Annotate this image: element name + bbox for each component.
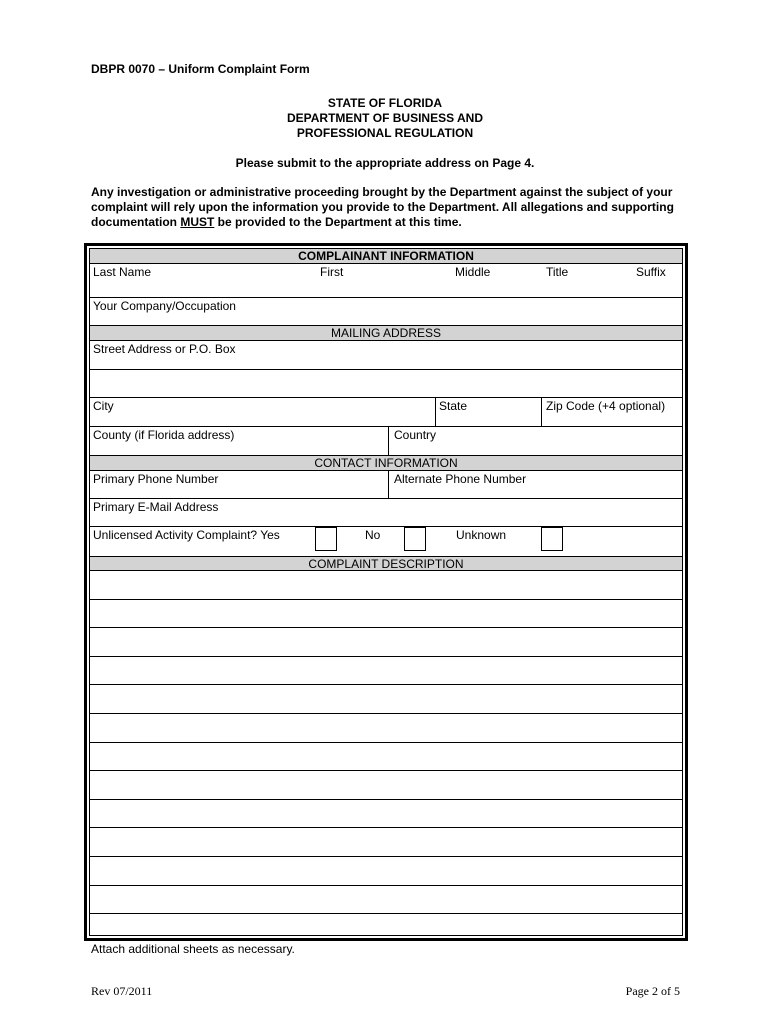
complainant-section-header: COMPLAINANT INFORMATION	[90, 249, 682, 264]
no-label: No	[365, 528, 381, 542]
agency-heading	[0, 96, 770, 141]
street-field-line-2[interactable]	[90, 370, 682, 398]
mailing-section-header: MAILING ADDRESS	[90, 326, 682, 341]
street-field[interactable]	[90, 341, 682, 370]
zip-label: Zip Code (+4 optional)	[546, 399, 666, 413]
unknown-checkbox[interactable]	[541, 527, 563, 551]
description-line[interactable]	[90, 886, 682, 915]
description-line[interactable]	[90, 714, 682, 743]
state-name: STATE OF FLORIDA	[327, 96, 443, 110]
intro-text-before: Any investigation or administrative proceeding brought by the Department against the subject of your complaint will rely upon the information you provide to the Department. All allegations and supporting documentation	[91, 185, 674, 229]
revision-label: Rev 07/2011	[91, 984, 153, 998]
description-line[interactable]	[90, 685, 682, 714]
phone-divider	[388, 471, 389, 498]
description-section-header: COMPLAINT DESCRIPTION	[90, 556, 682, 571]
company-field[interactable]	[90, 298, 682, 326]
state-label: State	[439, 399, 468, 413]
description-line[interactable]	[90, 571, 682, 600]
email-field[interactable]	[90, 499, 682, 527]
last-name-label: Last Name	[93, 265, 152, 279]
attach-note: Attach additional sheets as necessary.	[91, 942, 295, 956]
state-zip-divider	[541, 398, 542, 426]
page-number: Page 2 of 5	[625, 984, 680, 998]
country-label: Country	[394, 428, 437, 442]
county-country-row[interactable]	[90, 427, 682, 456]
description-line[interactable]	[90, 628, 682, 657]
description-line[interactable]	[90, 828, 682, 857]
first-name-label: First	[320, 265, 344, 279]
description-line[interactable]	[90, 771, 682, 800]
description-line[interactable]	[90, 743, 682, 772]
description-line[interactable]	[90, 800, 682, 829]
title-label: Title	[546, 265, 569, 279]
yes-checkbox[interactable]	[315, 527, 337, 551]
unlicensed-row	[90, 527, 682, 556]
email-label: Primary E-Mail Address	[93, 500, 219, 514]
description-line[interactable]	[90, 600, 682, 629]
alt-phone-label: Alternate Phone Number	[394, 472, 527, 486]
intro-paragraph	[91, 185, 691, 230]
description-line[interactable]	[90, 914, 682, 943]
complaint-form	[84, 243, 688, 941]
form-inner	[89, 248, 683, 936]
department-name: DEPARTMENT OF BUSINESS AND	[286, 111, 483, 125]
intro-text-after: be provided to the Department at this time.	[214, 215, 462, 229]
suffix-label: Suffix	[636, 265, 666, 279]
city-state-zip-row[interactable]	[90, 398, 682, 427]
city-label: City	[93, 399, 114, 413]
form-id: DBPR 0070 – Uniform Complaint Form	[91, 62, 310, 76]
city-state-divider	[435, 398, 436, 426]
county-label: County (if Florida address)	[93, 428, 235, 442]
county-country-divider	[388, 427, 389, 455]
middle-name-label: Middle	[455, 265, 491, 279]
description-line[interactable]	[90, 657, 682, 686]
submit-note: Please submit to the appropriate address on Page 4.	[235, 156, 535, 170]
unlicensed-label: Unlicensed Activity Complaint? Yes	[93, 528, 280, 542]
primary-phone-label: Primary Phone Number	[93, 472, 219, 486]
unknown-label: Unknown	[456, 528, 507, 542]
name-row[interactable]	[90, 264, 682, 298]
regulation-name: PROFESSIONAL REGULATION	[296, 126, 474, 140]
description-line[interactable]	[90, 857, 682, 886]
intro-must: MUST	[180, 215, 215, 229]
phone-row[interactable]	[90, 471, 682, 499]
no-checkbox[interactable]	[404, 527, 426, 551]
contact-section-header: CONTACT INFORMATION	[90, 456, 682, 471]
company-label: Your Company/Occupation	[93, 299, 236, 313]
street-label: Street Address or P.O. Box	[93, 342, 236, 356]
